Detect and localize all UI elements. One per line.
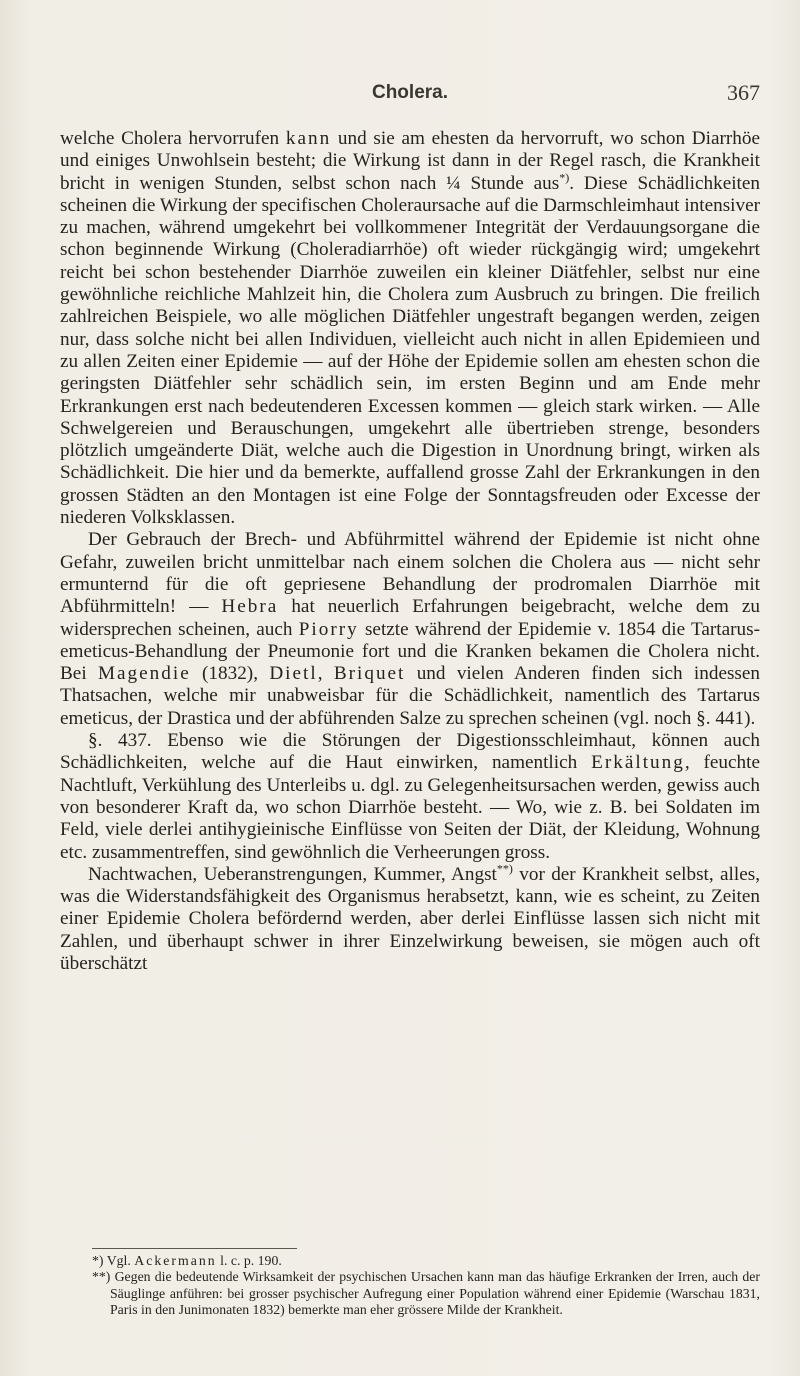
text-run: §. 437. Ebenso wie die Störungen der Digestionsschleimhaut, können auch Schädlichkeiten, welche auf die Haut einwirken, namentlich bbox=[60, 730, 760, 774]
running-title: Cholera. bbox=[371, 82, 449, 103]
footnote-divider bbox=[92, 1248, 297, 1249]
text-run: , bbox=[317, 663, 334, 685]
paragraph bbox=[60, 128, 760, 529]
text-run: . Diese Schädlichkeiten scheinen die Wirkung der specifischen Choleraursache auf die Darmschleimhaut intensiver zu machen, während umgekehrt bei vollkommener Integrität der Verdauungsorgane die schon beginnende Wirkung (Choleradiarrhöe) oft wieder rückgängig wird; umgekehrt reicht bei schon bestehender Diarrhöe zuweilen ein kleiner Diätfehler, selbst nur eine gewöhnliche reichliche Mahlzeit hin, die Cholera zum Ausbruch zu bringen. Die freilich zahlreichen Beispiele, wo alle möglichen Diätfehler ungestraft begangen werden, zeigen nur, dass solche nicht bei allen Individuen, vielleicht auch nicht in allen Epidemieen und zu allen Zeiten einer Epidemie — auf der Höhe der Epidemie sollen am ehesten schon die geringsten Diätfehler sehr schädlich sein, im ersten Beginn und am Ende mehr Erkrankungen erst nach bedeutenderen Excessen kommen — gleich stark wirken. — Alle Schwelgereien und Berauschungen, umgekehrt alle übertrieben strenge, besonders plötzlich umgeänderte Diät, welche auch die Digestion in Unordnung bringt, wirken als Schädlichkeit. Die hier und da bemerkte, auffallend grosse Zahl der Erkrankungen in den grossen Städten an den Montagen ist eine Folge der Sonntagsfreuden oder Excesse der niederen Volksklassen. bbox=[60, 172, 760, 529]
author-name: Piorry bbox=[298, 618, 359, 640]
footnotes bbox=[92, 1253, 760, 1319]
footnote-marker: **) bbox=[496, 861, 513, 876]
author-name: Ackermann bbox=[134, 1253, 217, 1268]
text-run: l. c. p. 190. bbox=[216, 1253, 282, 1268]
text-run: und vielen Anderen finden sich indessen Thatsachen, welche mir unabweisbar für die Schädlichkeit, namentlich des Tartarus emeticus, der Drastica und der abführenden Salze zu sprechen scheinen (vgl. noch §. 441). bbox=[60, 663, 761, 729]
text-run: und sie am ehesten da hervorruft, wo schon Diarrhöe und einiges Unwohlsein besteht; die Wirkung ist dann in der Regel rasch, die Krankheit bricht in wenigen Stunden, selbst schon nach ¼ Stunde aus bbox=[60, 128, 760, 194]
author-name: Dietl bbox=[269, 663, 318, 685]
author-name: kann bbox=[285, 128, 332, 149]
text-run: Der Gebrauch der Brech- und Abführmittel während der Epidemie ist nicht ohne Gefahr, zuweilen bricht unmittelbar nach einem solchen die Cholera aus — nicht sehr ermunternd für die oft gepriesene Behandlung der prodromalen Diarrhöe mit Abführmitteln! — bbox=[60, 529, 760, 618]
text-run: hat neuerlich Erfahrungen beigebracht, welche dem zu widersprechen scheinen, auch bbox=[60, 596, 760, 640]
text-run: Nachtwachen, Ueberanstrengungen, Kummer, Angst bbox=[88, 863, 497, 885]
text-run: **) Gegen die bedeutende Wirksamkeit der psychischen Ursachen kann man das häufige Erkranken der Irren, auch der Säuglinge anführen: bei grosser psychischer Aufregung einer Population während einer Epidemie (Warschau 1831, Paris in den Junimonaten 1832) bemerkte man eher grössere Milde der Krankheit. bbox=[92, 1269, 760, 1318]
page-number: 367 bbox=[727, 80, 760, 105]
page-header bbox=[60, 82, 760, 110]
body-text bbox=[60, 128, 760, 975]
author-name: Briquet bbox=[333, 663, 406, 685]
footnote bbox=[92, 1253, 760, 1269]
text-run: welche Cholera hervorrufen bbox=[60, 128, 286, 149]
author-name: Erkältung bbox=[591, 752, 685, 774]
text-run: *) Vgl. bbox=[92, 1253, 135, 1268]
text-run: (1832), bbox=[190, 663, 270, 685]
author-name: Magendie bbox=[97, 663, 191, 685]
footnote bbox=[92, 1269, 760, 1318]
text-run: vor der Krankheit selbst, alles, was die Widerstandsfähigkeit des Organismus herabsetzt, kann, wie es scheint, zu Zeiten einer Epidemie Cholera befördernd werden, aber derlei Einflüsse lassen sich nicht mit Zahlen, und überhaupt schwer in ihrer Einzelwirkung beweisen, sie mögen auch oft überschätzt bbox=[60, 863, 760, 974]
paragraph bbox=[60, 529, 760, 730]
footnote-marker: *) bbox=[559, 170, 570, 185]
author-name: Hebra bbox=[221, 596, 279, 618]
paragraph bbox=[60, 730, 760, 864]
paragraph bbox=[60, 861, 760, 975]
text-run: setzte während der Epidemie v. 1854 die Tartarus-emeticus-Behandlung der Pneumonie fort und die Kranken bekamen die Cholera nicht. Bei bbox=[60, 618, 760, 685]
text-run: , feuchte Nachtluft, Verkühlung des Unterleibs u. dgl. zu Gelegenheitsursachen werden, gewiss auch von besonderer Kraft da, wo schon Diarrhöe besteht. — Wo, wie z. B. bei Soldaten im Feld, viele derlei antihygieinische Einflüsse von Seiten der Diät, der Kleidung, Wohnung etc. zusammentreffen, sind gewöhnlich die Verheerungen gross. bbox=[60, 752, 760, 863]
